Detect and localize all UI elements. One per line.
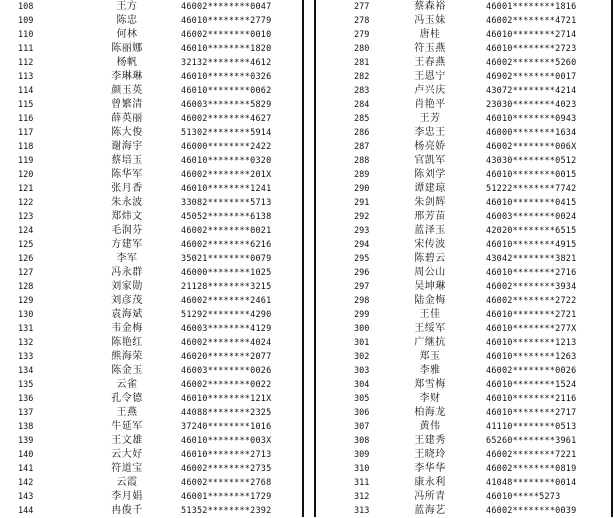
person-name: 邢芳苗 [414, 211, 446, 222]
row-number: 287 [354, 142, 370, 152]
row-number: 115 [18, 100, 34, 110]
table-row [5, 42, 302, 56]
person-name: 李月娟 [111, 491, 143, 502]
row-number: 120 [18, 170, 34, 180]
row-number: 133 [18, 352, 34, 362]
table-row [316, 294, 611, 308]
table-row [316, 112, 611, 126]
table-row [5, 168, 302, 182]
table-row [5, 112, 302, 126]
person-name: 毛润芬 [111, 225, 143, 236]
row-number: 109 [18, 16, 34, 26]
id-number: 46002********2461 [181, 296, 272, 306]
row-number: 286 [354, 128, 370, 138]
id-number: 46010********2721 [486, 310, 577, 320]
id-number: 46010********1213 [486, 338, 577, 348]
person-name: 王芳 [419, 113, 441, 124]
table-row [5, 210, 302, 224]
id-number: 46002********2722 [486, 296, 577, 306]
id-number: 46010********1263 [486, 352, 577, 362]
id-number: 46002********4721 [486, 16, 577, 26]
person-name: 蔡培玉 [111, 155, 143, 166]
id-number: 46010********2713 [181, 450, 272, 460]
row-number: 285 [354, 114, 370, 124]
row-number: 121 [18, 184, 34, 194]
person-name: 陈大俊 [111, 127, 143, 138]
table-row [316, 350, 611, 364]
person-name: 云大好 [111, 449, 143, 460]
id-number: 46010********0943 [486, 114, 577, 124]
id-number: 46003********0026 [181, 366, 272, 376]
table-row [5, 504, 302, 518]
id-number: 46002********006X [486, 142, 577, 152]
person-name: 杨亮娇 [414, 141, 446, 152]
person-name: 张月香 [111, 183, 143, 194]
row-number: 117 [18, 128, 34, 138]
id-number: 51302********5914 [181, 128, 272, 138]
row-number: 278 [354, 16, 370, 26]
row-number: 309 [354, 450, 370, 460]
row-number: 304 [354, 380, 370, 390]
table-row [316, 406, 611, 420]
table-row [316, 490, 611, 504]
id-number: 45052********6138 [181, 212, 272, 222]
person-name: 陈碧云 [414, 253, 446, 264]
table-row [5, 56, 302, 70]
id-number: 46000********1025 [181, 268, 272, 278]
person-name: 刘彦茂 [111, 295, 143, 306]
id-number: 44088********2325 [181, 408, 272, 418]
id-number: 46010********277X [486, 324, 577, 334]
id-number: 51222********7742 [486, 184, 577, 194]
id-number: 46010********2116 [486, 394, 577, 404]
row-number: 116 [18, 114, 34, 124]
row-number: 288 [354, 156, 370, 166]
table-row [5, 308, 302, 322]
id-number: 46002********5260 [486, 58, 577, 68]
person-name: 牛延军 [111, 421, 143, 432]
table-row [5, 0, 302, 14]
row-number: 144 [18, 506, 34, 516]
person-name: 袁海斌 [111, 309, 143, 320]
row-number: 112 [18, 58, 34, 68]
id-number: 46010********003X [181, 436, 272, 446]
row-number: 111 [18, 44, 34, 54]
id-number: 46010********0062 [181, 86, 272, 96]
right-roster-column [314, 0, 613, 517]
person-name: 符道宝 [111, 463, 143, 474]
id-number: 46002********0026 [486, 366, 577, 376]
table-row [316, 322, 611, 336]
row-number: 300 [354, 324, 370, 334]
id-number: 46002********2768 [181, 478, 272, 488]
table-row [316, 196, 611, 210]
table-row [316, 0, 611, 14]
person-name: 陈金玉 [111, 365, 143, 376]
table-row [316, 210, 611, 224]
row-number: 127 [18, 268, 34, 278]
table-row [316, 462, 611, 476]
id-number: 46010********2714 [486, 30, 577, 40]
table-row [316, 308, 611, 322]
id-number: 46010********0320 [181, 156, 272, 166]
table-row [5, 84, 302, 98]
id-number: 35021********0079 [181, 254, 272, 264]
person-name: 王方 [116, 1, 138, 12]
row-number: 302 [354, 352, 370, 362]
row-number: 129 [18, 296, 34, 306]
row-number: 312 [354, 492, 370, 502]
id-number: 21128********3215 [181, 282, 272, 292]
id-number: 46003********4129 [181, 324, 272, 334]
row-number: 294 [354, 240, 370, 250]
row-number: 298 [354, 296, 370, 306]
table-row [316, 56, 611, 70]
table-row [5, 182, 302, 196]
id-number: 42020********6515 [486, 226, 577, 236]
person-name: 冯玉妹 [414, 15, 446, 26]
id-number: 37240********1016 [181, 422, 272, 432]
table-row [5, 280, 302, 294]
row-number: 282 [354, 72, 370, 82]
table-row [316, 182, 611, 196]
id-number: 46001********1729 [181, 492, 272, 502]
id-number: 46001********1816 [486, 2, 577, 12]
row-number: 123 [18, 212, 34, 222]
person-name: 广继抗 [414, 337, 446, 348]
id-number: 46010********0415 [486, 198, 577, 208]
id-number: 46002********0819 [486, 464, 577, 474]
person-name: 何林 [116, 29, 138, 40]
table-row [316, 252, 611, 266]
person-name: 朱永波 [111, 197, 143, 208]
person-name: 王绥军 [414, 323, 446, 334]
row-number: 138 [18, 422, 34, 432]
person-name: 李忠王 [414, 127, 446, 138]
row-number: 306 [354, 408, 370, 418]
id-number: 46002********4627 [181, 114, 272, 124]
id-number: 46010********2779 [181, 16, 272, 26]
table-row [5, 14, 302, 28]
table-row [316, 42, 611, 56]
table-row [5, 140, 302, 154]
person-name: 熊海荣 [111, 351, 143, 362]
row-number: 126 [18, 254, 34, 264]
id-number: 41110********0513 [486, 422, 577, 432]
person-name: 陈丽娜 [111, 43, 143, 54]
table-row [316, 434, 611, 448]
table-row [316, 238, 611, 252]
id-number: 46002********201X [181, 170, 272, 180]
person-name: 陈刘学 [414, 169, 446, 180]
person-name: 蓝泽玉 [414, 225, 446, 236]
person-name: 王燕 [116, 407, 138, 418]
person-name: 王晓玲 [414, 449, 446, 460]
person-name: 薛英丽 [111, 113, 143, 124]
id-number: 46010********1820 [181, 44, 272, 54]
person-name: 杨帆 [116, 57, 138, 68]
table-row [5, 28, 302, 42]
person-name: 谭建琼 [414, 183, 446, 194]
table-row [316, 126, 611, 140]
table-row [5, 294, 302, 308]
table-row [5, 476, 302, 490]
id-number: 46010********2717 [486, 408, 577, 418]
table-row [5, 350, 302, 364]
table-row [316, 364, 611, 378]
id-number: 46010********0326 [181, 72, 272, 82]
person-name: 曾繁清 [111, 99, 143, 110]
person-name: 卢兴庆 [414, 85, 446, 96]
person-name: 冯永群 [111, 267, 143, 278]
table-row [5, 392, 302, 406]
person-name: 黄伟 [419, 421, 441, 432]
person-name: 朱剑辉 [414, 197, 446, 208]
table-row [316, 154, 611, 168]
id-number: 43072********4214 [486, 86, 577, 96]
id-number: 46010********1241 [181, 184, 272, 194]
table-row [5, 336, 302, 350]
person-name: 周公山 [414, 267, 446, 278]
person-name: 云雀 [116, 379, 138, 390]
id-number: 43042********3821 [486, 254, 577, 264]
id-number: 46002********4024 [181, 338, 272, 348]
row-number: 310 [354, 464, 370, 474]
row-number: 134 [18, 366, 34, 376]
row-number: 296 [354, 268, 370, 278]
table-row [316, 14, 611, 28]
row-number: 283 [354, 86, 370, 96]
person-name: 孔令德 [111, 393, 143, 404]
table-row [5, 448, 302, 462]
table-row [316, 266, 611, 280]
row-number: 113 [18, 72, 34, 82]
person-name: 颜玉英 [111, 85, 143, 96]
row-number: 303 [354, 366, 370, 376]
row-number: 140 [18, 450, 34, 460]
id-number: 46002********7221 [486, 450, 577, 460]
table-row [316, 504, 611, 518]
row-number: 299 [354, 310, 370, 320]
id-number: 46010********1524 [486, 380, 577, 390]
id-number: 46000********1634 [486, 128, 577, 138]
table-row [5, 252, 302, 266]
person-name: 蔡森裕 [414, 1, 446, 12]
table-row [5, 238, 302, 252]
person-name: 官凯军 [414, 155, 446, 166]
table-row [316, 378, 611, 392]
id-number: 46002********2735 [181, 464, 272, 474]
id-number: 46002********3934 [486, 282, 577, 292]
person-name: 符玉燕 [414, 43, 446, 54]
row-number: 279 [354, 30, 370, 40]
table-row [5, 154, 302, 168]
person-name: 康永利 [414, 477, 446, 488]
person-name: 陈艳红 [111, 337, 143, 348]
table-row [5, 462, 302, 476]
row-number: 284 [354, 100, 370, 110]
row-number: 305 [354, 394, 370, 404]
person-name: 李军 [116, 253, 138, 264]
row-number: 143 [18, 492, 34, 502]
table-row [316, 28, 611, 42]
table-row [5, 406, 302, 420]
row-number: 311 [354, 478, 370, 488]
person-name: 王文雄 [111, 435, 143, 446]
table-row [316, 84, 611, 98]
person-name: 唐桂 [419, 29, 441, 40]
id-number: 51292********4290 [181, 310, 272, 320]
table-row [316, 420, 611, 434]
row-number: 125 [18, 240, 34, 250]
table-row [5, 126, 302, 140]
person-name: 郑玉 [419, 351, 441, 362]
row-number: 122 [18, 198, 34, 208]
id-number: 43030********0512 [486, 156, 577, 166]
person-name: 陈华军 [111, 169, 143, 180]
id-number: 46002********0021 [181, 226, 272, 236]
row-number: 139 [18, 436, 34, 446]
table-row [316, 70, 611, 84]
row-number: 110 [18, 30, 34, 40]
id-number: 46003********0024 [486, 212, 577, 222]
person-name: 蓝海艺 [414, 505, 446, 516]
table-row [316, 98, 611, 112]
id-number: 46002********0022 [181, 380, 272, 390]
table-row [5, 378, 302, 392]
person-name: 郑炜文 [111, 211, 143, 222]
person-name: 刘家勋 [111, 281, 143, 292]
person-name: 谢海宇 [111, 141, 143, 152]
person-name: 冉俊千 [111, 505, 143, 516]
row-number: 295 [354, 254, 370, 264]
row-number: 131 [18, 324, 34, 334]
person-name: 陆金梅 [414, 295, 446, 306]
row-number: 281 [354, 58, 370, 68]
table-row [5, 70, 302, 84]
row-number: 280 [354, 44, 370, 54]
table-row [5, 490, 302, 504]
row-number: 301 [354, 338, 370, 348]
left-roster-column [5, 0, 304, 517]
table-row [5, 224, 302, 238]
row-number: 308 [354, 436, 370, 446]
id-number: 46000********2422 [181, 142, 272, 152]
row-number: 124 [18, 226, 34, 236]
row-number: 291 [354, 198, 370, 208]
row-number: 290 [354, 184, 370, 194]
person-name: 柏海龙 [414, 407, 446, 418]
row-number: 313 [354, 506, 370, 516]
id-number: 23030********4023 [486, 100, 577, 110]
row-number: 132 [18, 338, 34, 348]
row-number: 292 [354, 212, 370, 222]
id-number: 46010********2716 [486, 268, 577, 278]
table-row [316, 168, 611, 182]
person-name: 王建秀 [414, 435, 446, 446]
id-number: 32132********4612 [181, 58, 272, 68]
table-row [5, 266, 302, 280]
row-number: 141 [18, 464, 34, 474]
id-number: 41048********0014 [486, 478, 577, 488]
id-number: 46010********121X [181, 394, 272, 404]
row-number: 128 [18, 282, 34, 292]
row-number: 289 [354, 170, 370, 180]
person-name: 吴坤琳 [414, 281, 446, 292]
table-row [5, 98, 302, 112]
row-number: 297 [354, 282, 370, 292]
person-name: 宋传波 [414, 239, 446, 250]
row-number: 137 [18, 408, 34, 418]
person-name: 郑雪梅 [414, 379, 446, 390]
table-row [316, 224, 611, 238]
person-name: 李华华 [414, 463, 446, 474]
id-number: 46010********4915 [486, 240, 577, 250]
id-number: 46003********5829 [181, 100, 272, 110]
person-name: 肖艳平 [414, 99, 446, 110]
id-number: 65260********3961 [486, 436, 577, 446]
person-name: 韦金梅 [111, 323, 143, 334]
id-number: 51352********2392 [181, 506, 272, 516]
person-name: 方建军 [111, 239, 143, 250]
person-name: 李琳琳 [111, 71, 143, 82]
table-row [316, 280, 611, 294]
id-number: 46010********0015 [486, 170, 577, 180]
person-name: 陈忠 [116, 15, 138, 26]
table-row [5, 434, 302, 448]
row-number: 142 [18, 478, 34, 488]
row-number: 130 [18, 310, 34, 320]
person-name: 王恩宁 [414, 71, 446, 82]
row-number: 118 [18, 142, 34, 152]
row-number: 307 [354, 422, 370, 432]
row-number: 136 [18, 394, 34, 404]
id-number: 46010********2723 [486, 44, 577, 54]
row-number: 277 [354, 2, 370, 12]
id-number: 46002********0047 [181, 2, 272, 12]
id-number: 46902********0017 [486, 72, 577, 82]
person-name: 李雅 [419, 365, 441, 376]
table-row [5, 196, 302, 210]
person-name: 王春燕 [414, 57, 446, 68]
id-number: 46002********0039 [486, 506, 577, 516]
id-number: 46002********6216 [181, 240, 272, 250]
table-row [5, 322, 302, 336]
row-number: 135 [18, 380, 34, 390]
table-row [5, 420, 302, 434]
person-name: 李财 [419, 393, 441, 404]
person-name: 冯所青 [414, 491, 446, 502]
table-row [5, 364, 302, 378]
row-number: 108 [18, 2, 34, 12]
person-name: 云霞 [116, 477, 138, 488]
table-row [316, 392, 611, 406]
row-number: 293 [354, 226, 370, 236]
row-number: 119 [18, 156, 34, 166]
table-row [316, 336, 611, 350]
table-row [316, 140, 611, 154]
id-number: 46020********2077 [181, 352, 272, 362]
person-name: 王佳 [419, 309, 441, 320]
table-row [316, 476, 611, 490]
table-row [316, 448, 611, 462]
row-number: 114 [18, 86, 34, 96]
id-number: 33082********5713 [181, 198, 272, 208]
id-number: 46002********0010 [181, 30, 272, 40]
id-number: 46010*****5273 [486, 492, 561, 502]
